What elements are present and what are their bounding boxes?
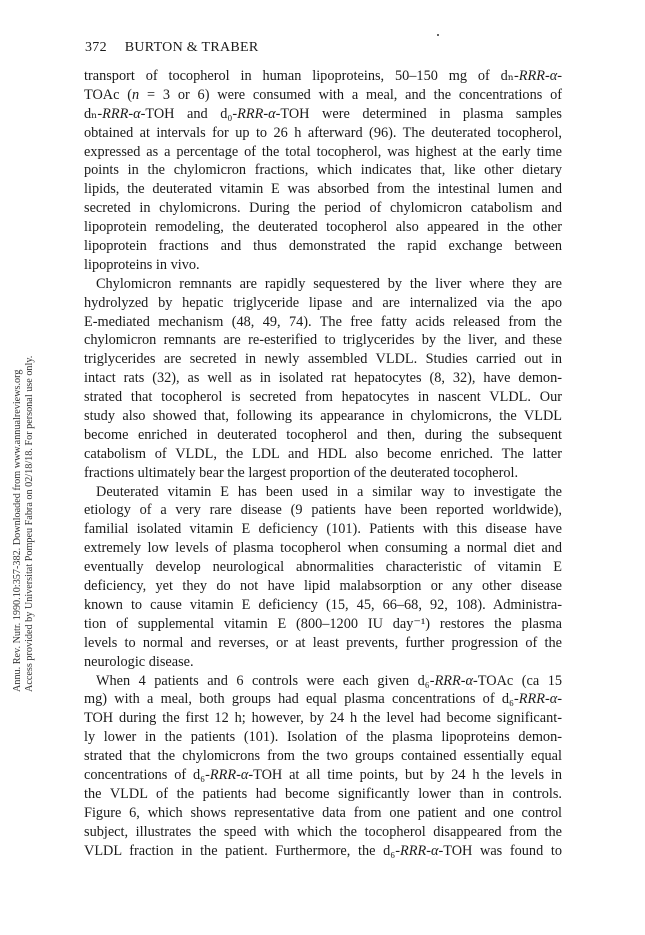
text-line: dₙ-RRR-α-TOH and d₀-RRR-α-TOH were determined in plasma samples [84,105,562,122]
page-number: 372 [85,40,107,55]
speck-mark [437,34,439,36]
text-line: subject, illustrates the speed with which the tocopherol disappeared from the [84,823,562,840]
text-line: hydrolyzed by hepatic triglyceride lipase and are internalized via the apo [84,294,562,311]
text-line: extremely low levels of plasma tocopherol when consuming a normal diet and [84,540,562,557]
side-note-line-1: Annu. Rev. Nutr. 1990.10:357-382. Downloaded from www.annualreviews.org [12,369,23,692]
side-note-line-2: Access provided by Universitat Pompeu Fabra on 02/18/18. For personal use only. [24,355,35,692]
running-header [85,40,259,56]
text-line: mg) with a meal, both groups had equal plasma concentrations of d₆-RRR-α- [84,691,562,708]
text-line: lipids, the deuterated vitamin E was absorbed from the intestinal lumen and [84,181,562,198]
text-line: points in the chylomicron fractions, which indicates that, like other dietary [84,162,562,179]
text-line: lipoprotein fractions and thus demonstrated the rapid exchange between [84,238,562,255]
text-line: Chylomicron remnants are rapidly sequestered by the liver where they are [96,275,562,292]
text-line: neurologic disease. [84,653,194,670]
text-line: fractions ultimately bear the largest proportion of the deuterated tocopherol. [84,464,519,481]
text-line: catabolism of VLDL, the LDL and HDL also become enriched. The latter [84,445,562,462]
text-line: intact rats (32), as well as in isolated rat hepatocytes (8, 32), have demon- [84,370,562,387]
text-line: obtained at intervals for up to 26 h afterward (96). The deuterated tocopherol, [84,124,562,141]
text-line: eventually develop neurological abnormalities characteristic of vitamin E [84,559,562,576]
text-line: chylomicron remnants are re-esterified to triglycerides by the liver, and these [84,332,562,349]
text-line: concentrations of d₆-RRR-α-TOH at all time points, but by 24 h the levels in [84,766,562,783]
text-line: When 4 patients and 6 controls were each given d₆-RRR-α-TOAc (ca 15 [96,672,562,689]
text-line: transport of tocopherol in human lipoproteins, 50–150 mg of dₙ-RRR-α- [84,68,562,84]
text-line: known to cause vitamin E deficiency (15, 45, 66–68, 92, 108). Administra- [84,596,562,613]
text-line: triglycerides are secreted in newly assembled VLDL. Studies carried out in [84,351,562,368]
text-line: familial isolated vitamin E deficiency (101). Patients with this disease have [84,521,562,538]
text-line: lipoprotein remodeling, the deuterated tocopherol also appeared in the other [84,219,562,236]
text-line: the VLDL of the patients had become significantly lower than in controls. [84,785,562,802]
text-line: Deuterated vitamin E has been used in a similar way to investigate the [96,483,562,500]
text-line: ly lower in the patients (101). Isolation of the plasma lipoproteins demon- [84,729,562,746]
text-line: lipoproteins in vivo. [84,256,200,273]
text-line: deficiency, yet they do not have lipid malabsorption or any other disease [84,578,562,595]
text-line: become enriched in deuterated tocopherol and then, during the subsequent [84,426,562,443]
access-side-note [8,0,48,712]
text-line: study also showed that, following its appearance in chylomicrons, the VLDL [84,408,562,425]
text-line: TOAc (n = 3 or 6) were consumed with a meal, and the concentrations of [84,86,562,103]
text-line: etiology of a very rare disease (9 patients have been reported worldwide), [84,502,562,519]
text-line: VLDL fraction in the patient. Furthermore, the d₆-RRR-α-TOH was found to [84,842,562,859]
text-line: expressed as a percentage of the total tocopherol, was highest at the early time [84,143,562,160]
text-line: levels to normal and reverses, or at least prevents, further progression of the [84,634,562,651]
text-line: Figure 6, which shows representative data from one patient and one control [84,804,562,821]
body-text [84,67,562,860]
text-line: tion of supplemental vitamin E (800–1200 IU day⁻¹) restores the plasma [84,615,562,632]
text-line: strated that tocopherol is secreted from hepatocytes in nascent VLDL. Our [84,389,562,406]
running-title: BURTON & TRABER [124,40,259,55]
text-line: TOH during the first 12 h; however, by 24 h the level had become significant- [84,710,562,727]
text-line: E-mediated mechanism (48, 49, 74). The free fatty acids released from the [84,313,562,330]
text-line: strated that the chylomicrons from the two groups contained essentially equal [84,748,562,765]
text-line: secreted in chylomicrons. During the period of chylomicron catabolism and [84,200,562,217]
